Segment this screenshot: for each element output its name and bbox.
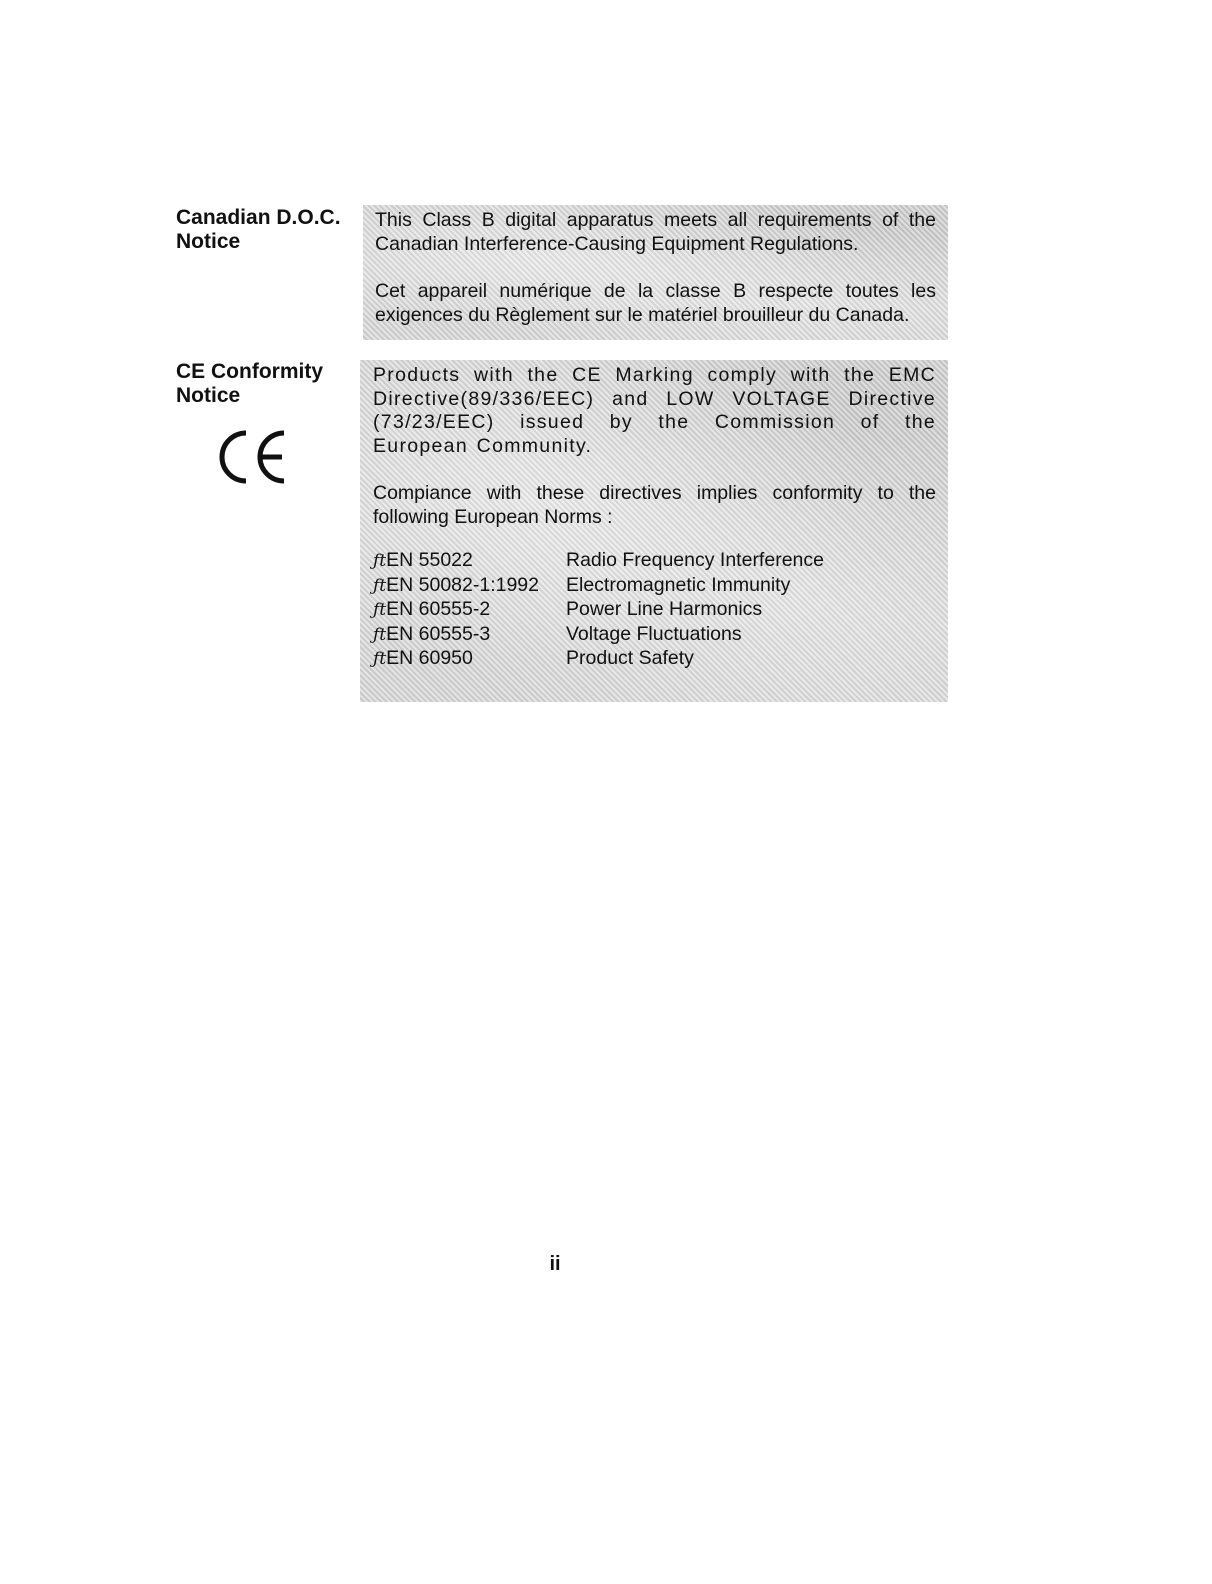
norm-bullet: ƒt bbox=[373, 551, 387, 571]
ce-conformity-notice-heading bbox=[176, 360, 323, 408]
heading-line-2: Notice bbox=[176, 230, 241, 253]
norm-description: Power Line Harmonics bbox=[566, 598, 763, 620]
ce-products-paragraph: Products with the CE Marking comply with the EMC Directive(89/336/EEC) and LOW VOLTAGE Directive (73/23/EEC) issued by the Commission of the European Community. bbox=[373, 364, 936, 457]
norm-row bbox=[373, 623, 936, 648]
norm-code bbox=[373, 647, 566, 672]
norm-code-text: EN 60555-2 bbox=[386, 598, 491, 620]
norm-bullet: ƒt bbox=[373, 575, 387, 596]
norm-code-text: EN 55022 bbox=[386, 549, 473, 571]
heading-line-1: Canadian D.O.C. bbox=[176, 206, 341, 229]
norm-description: Product Safety bbox=[566, 647, 694, 669]
norm-description: Electromagnetic Immunity bbox=[566, 573, 791, 596]
norm-bullet: ƒt bbox=[373, 624, 387, 645]
norm-code bbox=[373, 574, 566, 599]
doc-notice-french-paragraph: Cet appareil numérique de la classe B respecte toutes les exigences du Règlement sur le matériel brouilleur du Canada. bbox=[375, 280, 936, 326]
norm-bullet: ƒt bbox=[373, 600, 387, 620]
heading-line-1: CE Conformity bbox=[176, 360, 323, 383]
ce-mark-icon bbox=[216, 427, 290, 487]
heading-line-2: Notice bbox=[176, 384, 241, 407]
norm-code-text: EN 60950 bbox=[386, 647, 473, 669]
ce-compliance-paragraph: Compiance with these directives implies conformity to the following European Norms : bbox=[373, 482, 936, 528]
norm-row bbox=[373, 598, 936, 623]
norm-code bbox=[373, 549, 566, 574]
norm-row bbox=[373, 574, 936, 599]
norm-code bbox=[373, 623, 566, 648]
norm-row bbox=[373, 647, 936, 672]
doc-notice-english-paragraph: This Class B digital apparatus meets all requirements of the Canadian Interference-Causing Equipment Regulations. bbox=[375, 209, 936, 255]
european-norms-list bbox=[373, 549, 936, 672]
norm-code bbox=[373, 598, 566, 623]
canadian-doc-notice-panel bbox=[363, 205, 948, 340]
ce-conformity-notice-panel bbox=[360, 360, 948, 702]
norm-description: Radio Frequency Interference bbox=[566, 549, 824, 571]
norm-code-text: EN 60555-3 bbox=[386, 622, 491, 645]
norm-description: Voltage Fluctuations bbox=[566, 622, 742, 645]
canadian-doc-notice-heading bbox=[176, 206, 341, 254]
page-number: ii bbox=[549, 1253, 561, 1275]
norm-code-text: EN 50082-1:1992 bbox=[386, 573, 539, 596]
norm-row bbox=[373, 549, 936, 574]
norm-bullet: ƒt bbox=[373, 649, 387, 669]
